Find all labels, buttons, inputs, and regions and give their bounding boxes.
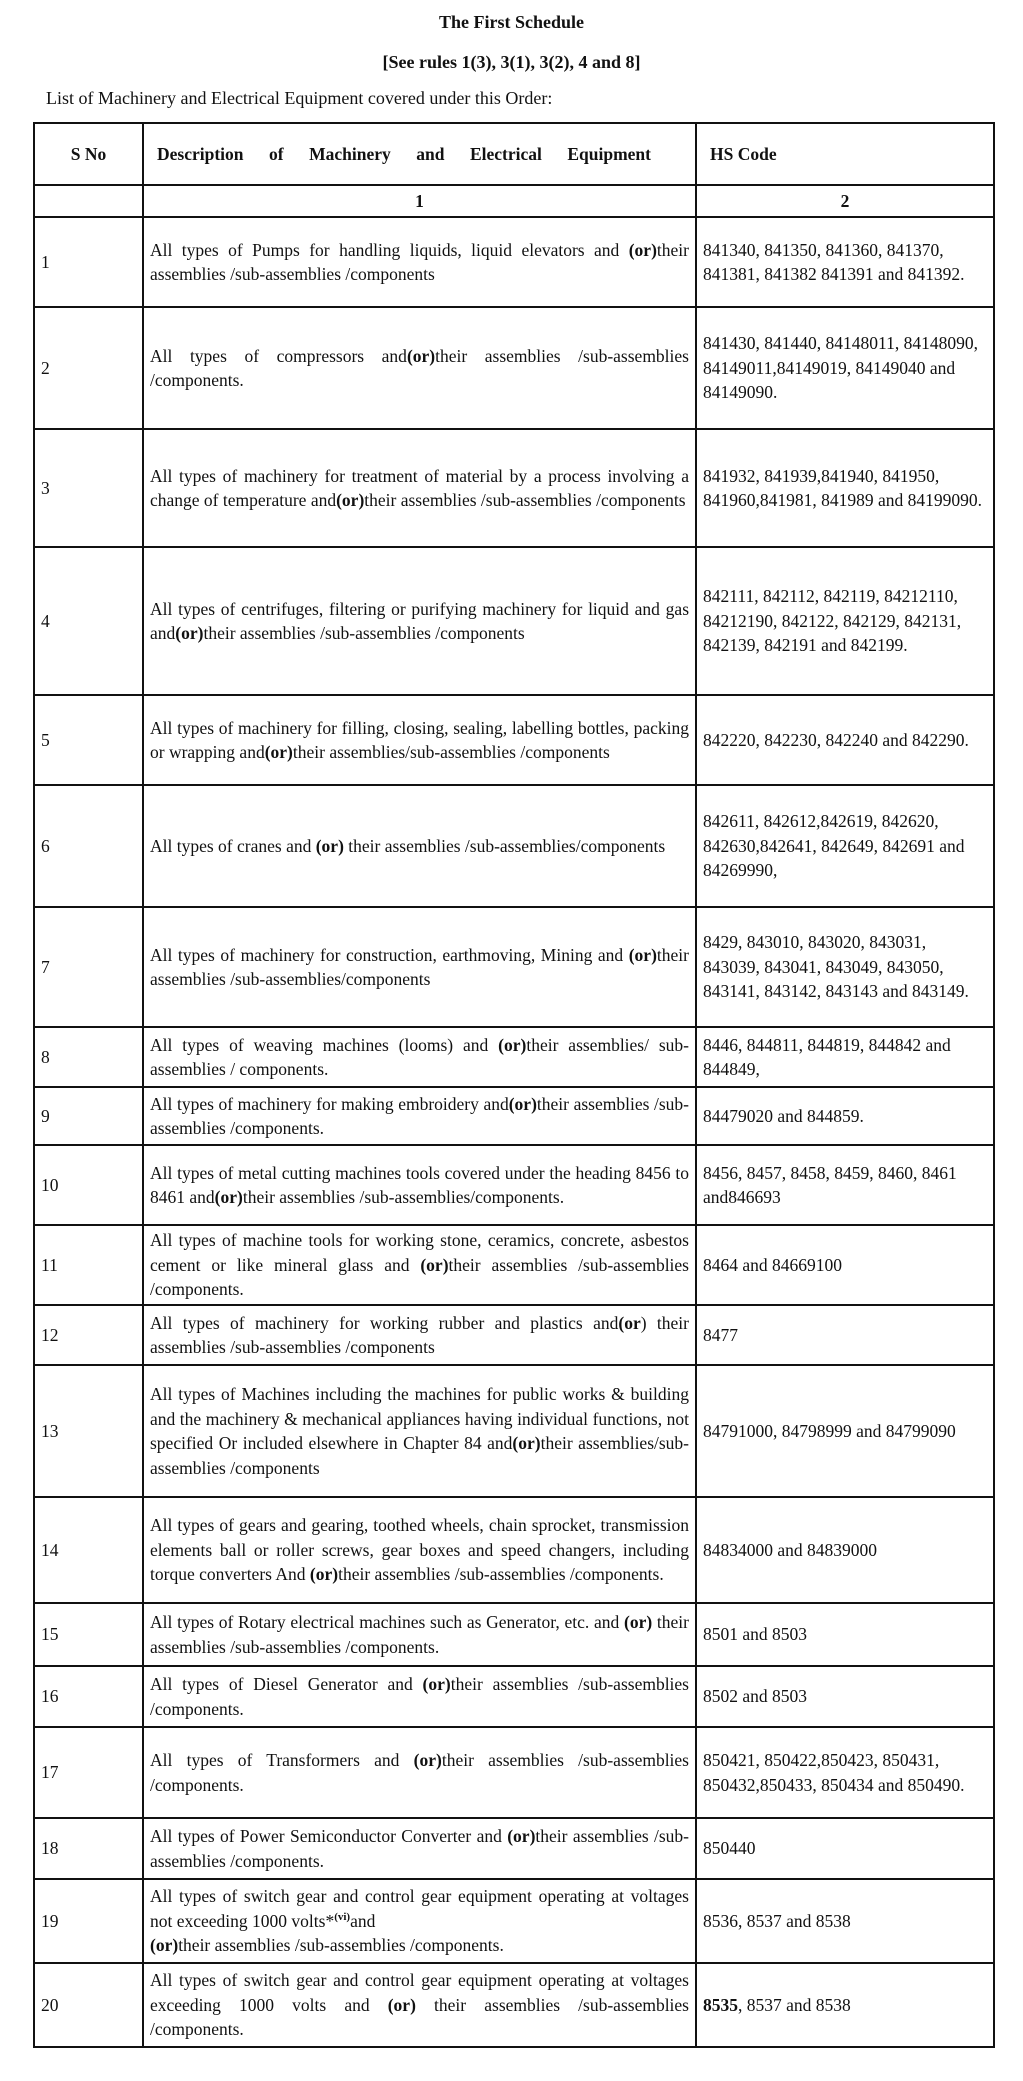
table-row — [34, 1727, 994, 1818]
row-hs-code: 8477 — [696, 1305, 994, 1365]
row-hs-code: 8446, 844811, 844819, 844842 and 844849, — [696, 1027, 994, 1087]
row-description: All types of compressors and(or)their assemblies /sub-assemblies /components. — [143, 307, 696, 429]
table-row — [34, 907, 994, 1027]
row-hs-code: 8429, 843010, 843020, 843031, 843039, 843041, 843049, 843050, 843141, 843142, 843143 and 843149. — [696, 907, 994, 1027]
table-row — [34, 1818, 994, 1879]
row-sno: 3 — [34, 429, 143, 547]
row-description: All types of machinery for working rubber and plastics and(or) their assemblies /sub-assemblies /components — [143, 1305, 696, 1365]
row-sno: 12 — [34, 1305, 143, 1365]
table-row — [34, 1666, 994, 1727]
row-sno: 4 — [34, 547, 143, 695]
row-hs-code: 842220, 842230, 842240 and 842290. — [696, 695, 994, 785]
table-row — [34, 695, 994, 785]
column-number-row — [34, 185, 994, 217]
table-row — [34, 429, 994, 547]
row-sno: 1 — [34, 217, 143, 307]
table-row — [34, 1879, 994, 1963]
column-number-blank — [34, 185, 143, 217]
header-row — [34, 123, 994, 185]
row-description: All types of machinery for filling, closing, sealing, labelling bottles, packing or wrapping and(or)their assemblies/sub-assemblies /components — [143, 695, 696, 785]
intro-text: List of Machinery and Electrical Equipment covered under this Order: — [46, 88, 553, 108]
table-row — [34, 307, 994, 429]
table-row — [34, 1365, 994, 1497]
row-hs-code: 84479020 and 844859. — [696, 1087, 994, 1145]
table-row — [34, 547, 994, 695]
row-sno: 2 — [34, 307, 143, 429]
table-row — [34, 217, 994, 307]
row-sno: 11 — [34, 1225, 143, 1305]
row-description: All types of weaving machines (looms) and (or)their assemblies/ sub-assemblies / components. — [143, 1027, 696, 1087]
table-row — [34, 1027, 994, 1087]
row-hs-code: 842611, 842612,842619, 842620, 842630,842641, 842649, 842691 and 84269990, — [696, 785, 994, 907]
table-row — [34, 1225, 994, 1305]
row-sno: 17 — [34, 1727, 143, 1818]
row-hs-code: 8502 and 8503 — [696, 1666, 994, 1727]
header-description: Description of Machinery and Electrical Equipment — [143, 123, 696, 185]
table-row — [34, 1145, 994, 1225]
row-description: All types of metal cutting machines tools covered under the heading 8456 to 8461 and(or)their assemblies /sub-assemblies/components. — [143, 1145, 696, 1225]
row-description: All types of machinery for treatment of material by a process involving a change of temperature and(or)their assemblies /sub-assemblies /components — [143, 429, 696, 547]
row-description: All types of Transformers and (or)their assemblies /sub-assemblies /components. — [143, 1727, 696, 1818]
row-hs-code: 8536, 8537 and 8538 — [696, 1879, 994, 1963]
row-description: All types of Diesel Generator and (or)their assemblies /sub-assemblies /components. — [143, 1666, 696, 1727]
table-row — [34, 1497, 994, 1603]
header-sno: S No — [34, 123, 143, 185]
row-sno: 9 — [34, 1087, 143, 1145]
rules-reference: [See rules 1(3), 3(1), 3(2), 4 and 8] — [382, 52, 641, 72]
table-row — [34, 1087, 994, 1145]
row-description: All types of machinery for construction, earthmoving, Mining and (or)their assemblies /sub-assemblies/components — [143, 907, 696, 1027]
row-sno: 13 — [34, 1365, 143, 1497]
row-hs-code: 8535, 8537 and 8538 — [696, 1963, 994, 2047]
row-description: All types of machinery for making embroidery and(or)their assemblies /sub-assemblies /components. — [143, 1087, 696, 1145]
column-number-1: 1 — [143, 185, 696, 217]
row-hs-code: 8464 and 84669100 — [696, 1225, 994, 1305]
row-sno: 14 — [34, 1497, 143, 1603]
row-hs-code: 850421, 850422,850423, 850431, 850432,850433, 850434 and 850490. — [696, 1727, 994, 1818]
row-sno: 15 — [34, 1603, 143, 1666]
row-sno: 19 — [34, 1879, 143, 1963]
row-hs-code: 841430, 841440, 84148011, 84148090, 84149011,84149019, 84149040 and 84149090. — [696, 307, 994, 429]
row-hs-code: 850440 — [696, 1818, 994, 1879]
row-description: All types of gears and gearing, toothed wheels, chain sprocket, transmission elements ball or roller screws, gear boxes and speed changers, including torque converters And (or)their assemblies /sub-assemblies /components. — [143, 1497, 696, 1603]
row-sno: 18 — [34, 1818, 143, 1879]
row-description: All types of cranes and (or) their assemblies /sub-assemblies/components — [143, 785, 696, 907]
row-sno: 10 — [34, 1145, 143, 1225]
row-hs-code: 8456, 8457, 8458, 8459, 8460, 8461 and846693 — [696, 1145, 994, 1225]
header-hs-code: HS Code — [696, 123, 994, 185]
row-description: All types of Pumps for handling liquids, liquid elevators and (or)their assemblies /sub-assemblies /components — [143, 217, 696, 307]
row-sno: 6 — [34, 785, 143, 907]
row-sno: 8 — [34, 1027, 143, 1087]
row-description: All types of centrifuges, filtering or purifying machinery for liquid and gas and(or)their assemblies /sub-assemblies /components — [143, 547, 696, 695]
row-description: All types of Rotary electrical machines such as Generator, etc. and (or) their assemblies /sub-assemblies /components. — [143, 1603, 696, 1666]
column-number-2: 2 — [696, 185, 994, 217]
row-hs-code: 84791000, 84798999 and 84799090 — [696, 1365, 994, 1497]
table-row — [34, 785, 994, 907]
row-description: All types of machine tools for working stone, ceramics, concrete, asbestos cement or like mineral glass and (or)their assemblies /sub-assemblies /components. — [143, 1225, 696, 1305]
row-description: All types of switch gear and control gear equipment operating at voltages not exceeding 1000 volts*$^{(vi)}$and (or)their assemblies /sub-assemblies /components. — [143, 1879, 696, 1963]
row-sno: 7 — [34, 907, 143, 1027]
row-sno: 5 — [34, 695, 143, 785]
row-description: All types of Power Semiconductor Converter and (or)their assemblies /sub-assemblies /components. — [143, 1818, 696, 1879]
row-description: All types of switch gear and control gear equipment operating at voltages exceeding 1000 volts and (or) their assemblies /sub-assemblies /components. — [143, 1963, 696, 2047]
row-hs-code: 84834000 and 84839000 — [696, 1497, 994, 1603]
page-title: The First Schedule — [438, 12, 584, 32]
table-row — [34, 1963, 994, 2047]
schedule-table — [33, 122, 995, 2048]
row-sno: 20 — [34, 1963, 143, 2047]
table-row — [34, 1305, 994, 1365]
row-hs-code: 841340, 841350, 841360, 841370, 841381, 841382 841391 and 841392. — [696, 217, 994, 307]
row-hs-code: 841932, 841939,841940, 841950, 841960,841981, 841989 and 84199090. — [696, 429, 994, 547]
row-description: All types of Machines including the machines for public works & building and the machinery & mechanical appliances having individual functions, not specified Or included elsewhere in Chapter 84 and(or)their assemblies/sub-assemblies /components — [143, 1365, 696, 1497]
table-row — [34, 1603, 994, 1666]
row-hs-code: 8501 and 8503 — [696, 1603, 994, 1666]
row-hs-code: 842111, 842112, 842119, 84212110, 84212190, 842122, 842129, 842131, 842139, 842191 and 842199. — [696, 547, 994, 695]
row-sno: 16 — [34, 1666, 143, 1727]
